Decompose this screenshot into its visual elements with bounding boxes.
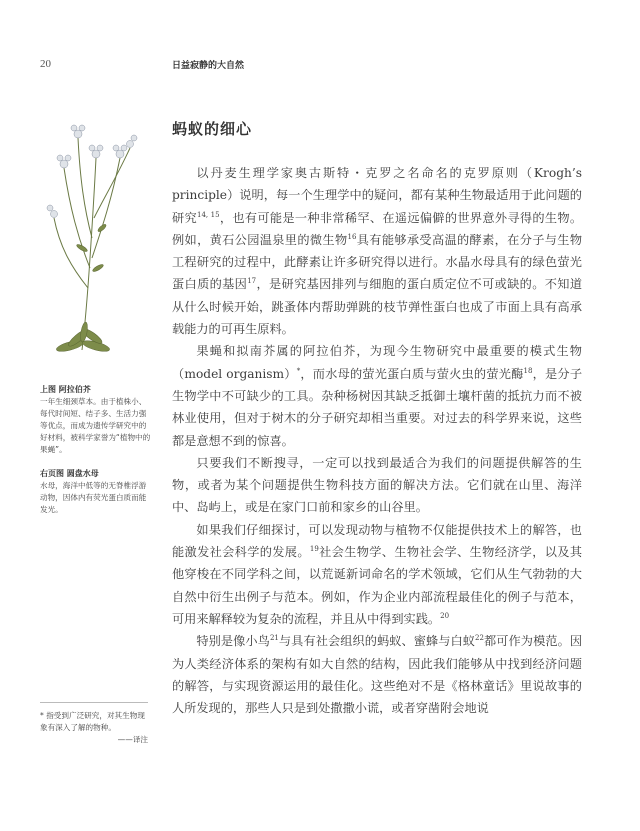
footnote-divider bbox=[40, 702, 148, 703]
paragraph-text: 果蝇和拟南芥属的阿拉伯芥，为现今生物研究中最重要的模式生物（model organism） bbox=[172, 344, 582, 381]
caption-title: 右页图 圆盘水母 bbox=[40, 469, 99, 478]
caption-title: 上图 阿拉伯芥 bbox=[40, 385, 91, 394]
note-reference: 18 bbox=[523, 366, 533, 375]
note-reference: 20 bbox=[440, 611, 450, 620]
body-paragraph bbox=[172, 162, 582, 340]
note-reference: 22 bbox=[475, 634, 484, 643]
body-paragraph bbox=[172, 630, 582, 719]
paragraph-text: 与具有社会组织的蚂蚁、蜜蜂与白蚁 bbox=[278, 634, 476, 649]
article-title: 蚂蚁的细心 bbox=[172, 120, 253, 138]
arabidopsis-illustration bbox=[42, 118, 146, 358]
paragraph-text: 只要我们不断搜寻，一定可以找到最适合为我们的问题提供解答的生物，或者为某个问题提供生物科技方面的解决方法。它们就在山里、海洋中、岛屿上，或是在家门口前和家乡的山谷里。 bbox=[172, 455, 582, 515]
note-reference: * bbox=[296, 366, 301, 375]
paragraph-text: 特别是像小鸟 bbox=[196, 634, 270, 649]
caption-arabidopsis bbox=[40, 384, 152, 456]
paragraph-text: 以丹麦生理学家奥古斯特・克罗之名命名的克罗原则（Krogh’s principle）说明，每一个生理学中的疑问，都有某种生物最适用于此问题的研究 bbox=[172, 166, 582, 225]
paragraph-text: ，也有可能是一种非常稀罕、在遥远偏僻的世界意外寻得的生物。例如，黄石公园温泉里的微生物 bbox=[172, 210, 583, 247]
article-body bbox=[172, 162, 582, 719]
caption-text: 水母，海洋中低等的无脊椎浮游动物，因体内有荧光蛋白质而能发光。 bbox=[40, 481, 147, 514]
footnote-text: * 指受到广泛研究，对其生物现象有深入了解的物种。 bbox=[40, 711, 145, 732]
note-reference: 19 bbox=[309, 545, 319, 554]
running-title: 日益寂静的大自然 bbox=[172, 61, 245, 71]
footnote-signature: ——译注 bbox=[117, 735, 148, 744]
note-reference: 16 bbox=[347, 232, 357, 241]
paragraph-text: 如果我们仔细探讨，可以发现动物与植物不仅能提供技术上的解答，也能激发社会科学的发展。 bbox=[172, 522, 582, 560]
paragraph-text: 社会生物学、生物社会学、生物经济学，以及其他穿梭在不同学科之间，以荒诞新词命名的学术领域，它们从生气勃勃的大自然中衍生出例子与范本。例如，作为企业内部流程最佳化的例子与范本，可用来解释较为复杂的流程，并且从中得到实践。 bbox=[172, 545, 583, 626]
note-reference: 14, 15 bbox=[197, 210, 220, 219]
caption-text: 一年生细颈草本。由于植株小、每代时间短、结子多、生活力强等优点，而成为遗传学研究中的好材料，被科学家誉为“植物中的果蝇”。 bbox=[40, 397, 151, 454]
footnote bbox=[40, 710, 152, 746]
paragraph-text: ，是研究基因排列与细胞的蛋白质定位不可或缺的。不知道从什么时候开始，跳蚤体内帮助弹跳的枝节弹性蛋白也成了市面上具有高承载能力的可再生原料。 bbox=[172, 277, 583, 337]
paragraph-text: ，是分子生物学中不可缺少的工具。杂种杨树因其缺乏抵御土壤杆菌的抵抗力而不被林业使用，但对于树木的分子研究却相当重要。对过去的科学界来说，这些都是意想不到的惊喜。 bbox=[172, 366, 583, 448]
caption-jellyfish bbox=[40, 468, 152, 516]
body-paragraph bbox=[172, 519, 582, 630]
note-reference: 21 bbox=[269, 634, 279, 643]
paragraph-text: 都可作为模范。因为人类经济体系的架构有如大自然的结构，因此我们能够从中找到经济问题的解答，与实现资源运用的最佳化。这些绝对不是《格林童话》里说故事的人所发现的，那些人只是到处撒撒小谎，或者穿凿附会地说 bbox=[172, 634, 583, 716]
page-number: 20 bbox=[40, 58, 51, 70]
body-paragraph bbox=[172, 452, 582, 519]
paragraph-text: ，而水母的萤光蛋白质与萤火虫的萤光酶 bbox=[300, 366, 524, 381]
note-reference: 17 bbox=[247, 277, 257, 286]
body-paragraph bbox=[172, 340, 582, 451]
paragraph-text: 具有能够承受高温的酵素，在分子与生物工程研究的过程中，此酵素让许多研究得以进行。水晶水母具有的绿色萤光蛋白质的基因 bbox=[172, 232, 583, 292]
